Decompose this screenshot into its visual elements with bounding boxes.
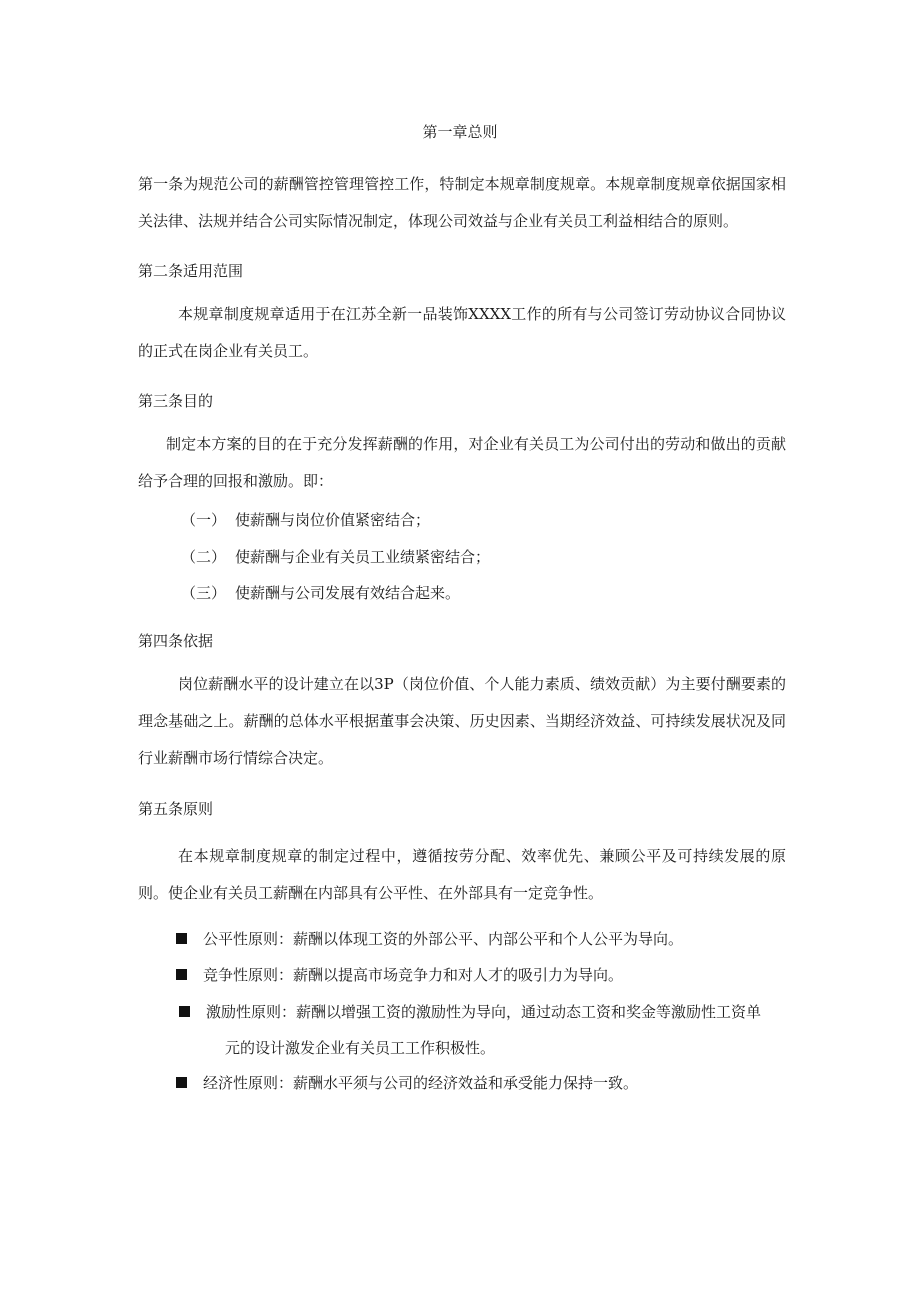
principle-continuation: 元的设计激发企业有关员工工作积极性。 bbox=[225, 1039, 496, 1057]
article-5-heading: 第五条原则 bbox=[138, 800, 214, 818]
list-item-text: 使薪酬与企业有关员工业绩紧密结合； bbox=[235, 548, 491, 566]
article-2-text: 本规章制度规章适用于在江苏全新一品装饰XXXX工作的所有与公司签订劳动协议合同协议的正式在岗企业有关员工。 bbox=[138, 305, 787, 360]
square-bullet-icon bbox=[179, 1006, 190, 1017]
list-item-number: （三） bbox=[181, 584, 227, 602]
chapter-title: 第一章总则 bbox=[422, 123, 498, 141]
principle-text: 公平性原则：薪酬以体现工资的外部公平、内部公平和个人公平为导向。 bbox=[203, 930, 684, 948]
principle-item bbox=[176, 957, 786, 993]
list-item-number: （一） bbox=[181, 511, 227, 529]
article-2-heading: 第二条适用范围 bbox=[138, 262, 244, 280]
list-item bbox=[181, 509, 430, 530]
list-item-text: 使薪酬与公司发展有效结合起来。 bbox=[235, 584, 461, 602]
square-bullet-icon bbox=[176, 969, 187, 980]
article-5-text: 在本规章制度规章的制定过程中，遵循按劳分配、效率优先、兼顾公平及可持续发展的原则。使企业有关员工薪酬在内部具有公平性、在外部具有一定竞争性。 bbox=[138, 847, 786, 902]
square-bullet-icon bbox=[176, 1077, 187, 1088]
principle-item bbox=[176, 921, 786, 957]
principle-text: 经济性原则：薪酬水平须与公司的经济效益和承受能力保持一致。 bbox=[203, 1074, 639, 1092]
article-4-heading: 第四条依据 bbox=[138, 632, 214, 650]
square-bullet-icon bbox=[176, 933, 187, 944]
list-item-number: （二） bbox=[181, 548, 227, 566]
article-3-heading: 第三条目的 bbox=[138, 392, 214, 410]
principle-text: 竞争性原则：薪酬以提高市场竞争力和对人才的吸引力为导向。 bbox=[203, 966, 624, 984]
principle-item bbox=[179, 994, 789, 1066]
list-item-text: 使薪酬与岗位价值紧密结合； bbox=[235, 511, 431, 529]
list-item bbox=[181, 582, 460, 603]
principle-item bbox=[176, 1065, 786, 1101]
principle-text: 激励性原则：薪酬以增强工资的激励性为导向，通过动态工资和奖金等激励性工资单 bbox=[206, 1003, 762, 1021]
list-item bbox=[181, 546, 490, 567]
article-4-text: 岗位薪酬水平的设计建立在以3P（岗位价值、个人能力素质、绩效贡献）为主要付酬要素的理念基础之上。薪酬的总体水平根据董事会决策、历史因素、当期经济效益、可持续发展状况及同行业薪酬市场行情综合决定。 bbox=[138, 675, 786, 767]
article-3-text: 制定本方案的目的在于充分发挥薪酬的作用，对企业有关员工为公司付出的劳动和做出的贡献给予合理的回报和激励。即： bbox=[138, 435, 786, 490]
article-1-text: 第一条为规范公司的薪酬管控管理管控工作，特制定本规章制度规章。本规章制度规章依据国家相关法律、法规并结合公司实际情况制定，体现公司效益与企业有关员工利益相结合的原则。 bbox=[138, 175, 786, 230]
